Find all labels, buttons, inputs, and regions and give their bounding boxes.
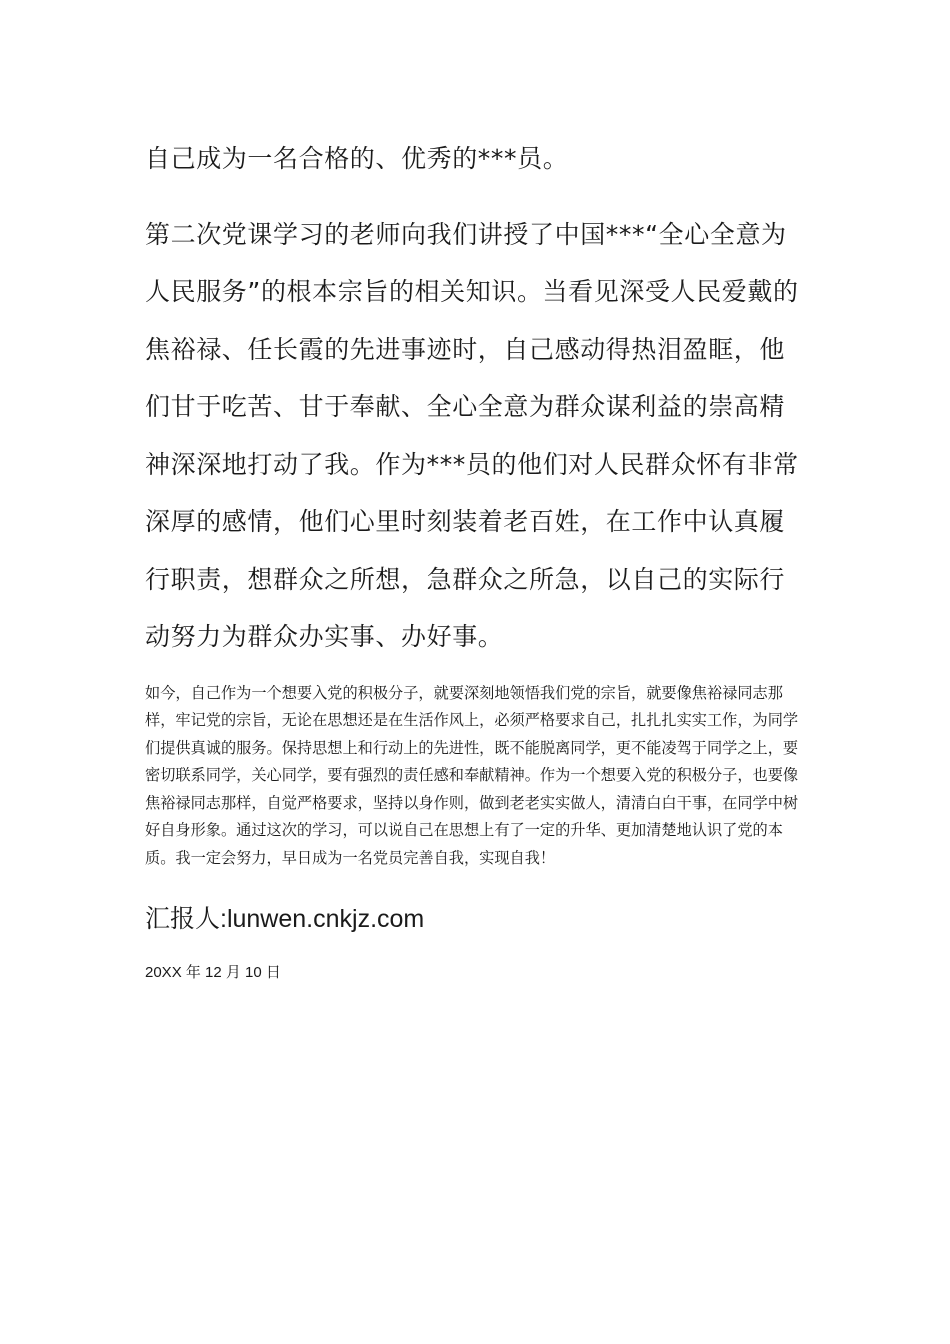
reporter-signature: 汇报人:lunwen.cnkjz.com (145, 904, 425, 933)
paragraph-second-lesson: 第二次党课学习的老师向我们讲授了中国***“全心全意为人民服务”的根本宗旨的相关知识。当看见深受人民爱戴的焦裕禄、任长霞的先进事迹时，自己感动得热泪盈眶，他们甘于吃苦、甘于奉献、全心全意为群众谋利益的崇高精神深深地打动了我。作为***员的他们对人民群众怀有非常深厚的感情，他们心里时刻装着老百姓，在工作中认真履行职责，想群众之所想，急群众之所急，以自己的实际行动努力为群众办实事、办好事。 (145, 219, 799, 651)
paragraph-reflection: 如今，自己作为一个想要入党的积极分子，就要深刻地领悟我们党的宗旨，就要像焦裕禄同志那样，牢记党的宗旨，无论在思想还是在生活作风上，必须严格要求自己，扎扎扎实实工作，为同学们提供真诚的服务。保持思想上和行动上的先进性，既不能脱离同学，更不能凌驾于同学之上，要密切联系同学，关心同学，要有强烈的责任感和奉献精神。作为一个想要入党的积极分子，也要像焦裕禄同志那样，自觉严格要求，坚持以身作则，做到老老实实做人，清清白白干事，在同学中树好自身形象。通过这次的学习，可以说自己在思想上有了一定的升华、更加清楚地认识了党的本质。我一定会努力，早日成为一名党员完善自我，实现自我！ (145, 683, 799, 868)
document-body (145, 130, 810, 985)
paragraph-intro-continuation: 自己成为一名合格的、优秀的***员。 (145, 144, 569, 173)
report-date: 20XX 年 12 月 10 日 (145, 963, 281, 981)
